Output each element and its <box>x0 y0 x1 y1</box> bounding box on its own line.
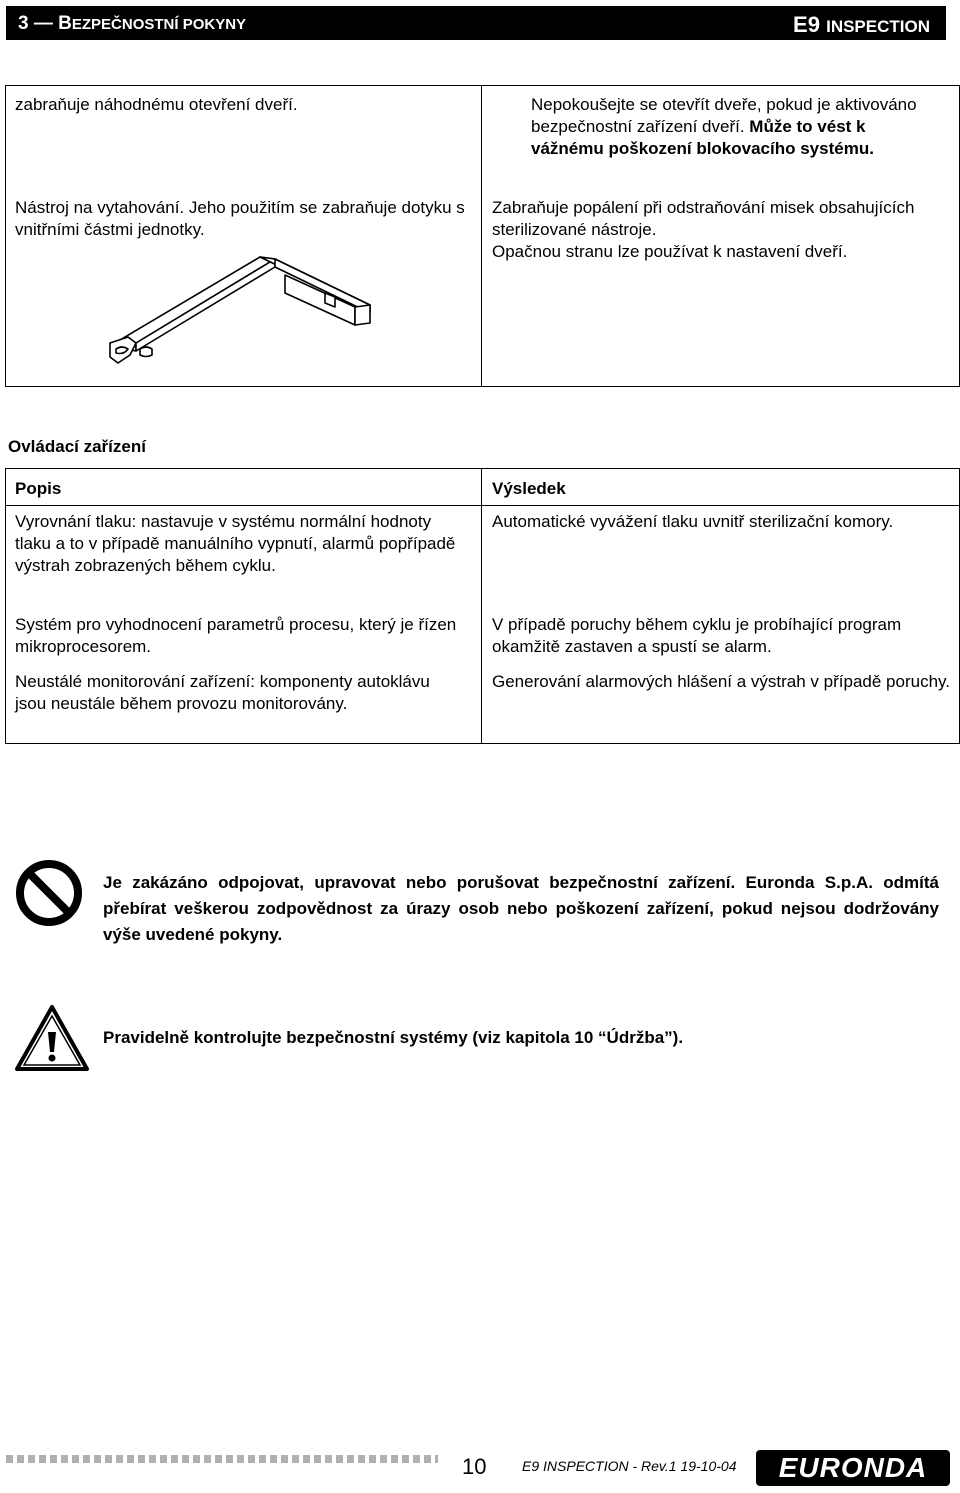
column-header-popis: Popis <box>15 479 62 498</box>
extraction-tool-illustration <box>100 245 390 375</box>
chapter-name: EZPEČNOSTNÍ POKYNY <box>71 16 247 33</box>
logo-text: EURONDA <box>778 1452 928 1483</box>
document-reference: E9 INSPECTION - Rev.1 19-10-04 <box>522 1458 737 1474</box>
page-number: 10 <box>462 1454 487 1479</box>
page-header <box>6 6 946 40</box>
chapter-title <box>18 13 246 35</box>
table-row-3-popis: Neustálé monitorování zařízení: komponenty autoklávu jsou neustále během provozu monitorovány. <box>15 672 430 713</box>
table-row-2-popis: Systém pro vyhodnocení parametrů procesu, který je řízen mikroprocesorem. <box>15 615 457 656</box>
footer-dotted-rule <box>6 1455 438 1463</box>
table-row-1-vysledek: Automatické vyvážení tlaku uvnitř sterilizační komory. <box>492 512 894 531</box>
door-lock-warning-bold: Může to vést k vážnému poškození blokovacího systému. <box>531 117 874 158</box>
table-divider <box>481 85 482 386</box>
table-row-3-vysledek: Generování alarmových hlášení a výstrah v případě poruchy. <box>492 672 950 691</box>
column-header-vysledek: Výsledek <box>492 479 566 498</box>
door-lock-description: zabraňuje náhodnému otevření dveří. <box>15 95 298 114</box>
extraction-tool-benefit: Zabraňuje popálení při odstraňování misek obsahujících sterilizované nástroje. <box>492 198 915 239</box>
extraction-tool-door-note: Opačnou stranu lze používat k nastavení dveří. <box>492 242 848 261</box>
chapter-number: 3 — B <box>18 13 72 34</box>
prohibition-warning: Je zakázáno odpojovat, upravovat nebo porušovat bezpečnostní zařízení. Euronda S.p.A. odmítá přebírat veškerou zodpovědnost za úrazy osob nebo poškození zařízení, pokud nejsou dodržovány výše uvedené pokyny. <box>103 873 939 944</box>
extraction-tool-description: Nástroj na vytahování. Jeho použitím se zabraňuje dotyku s vnitřními částmi jednotky. <box>15 198 465 239</box>
controls-table-divider <box>481 468 482 743</box>
table-row-1-popis: Vyrovnání tlaku: nastavuje v systému normální hodnoty tlaku a to v případě manuálního vypnutí, alarmů popřípadě výstrah zobrazených během cyklu. <box>15 512 456 575</box>
controls-header-rule <box>5 505 960 506</box>
controls-title: Ovládací zařízení <box>8 437 146 456</box>
warning-triangle-icon <box>14 1004 90 1072</box>
door-lock-warning <box>531 94 941 160</box>
prohibition-icon <box>14 858 84 928</box>
door-lock-warning-text: Nepokoušejte se otevřít dveře, pokud je aktivováno bezpečnostní zařízení dveří. <box>531 95 917 136</box>
product-name: INSPECTION <box>826 17 930 36</box>
product-title <box>793 12 930 38</box>
product-model: E9 <box>793 12 820 37</box>
euronda-logo <box>756 1450 950 1486</box>
table-row-2-vysledek: V případě poruchy během cyklu je probíhající program okamžitě zastaven a spustí se alarm. <box>492 615 902 656</box>
caution-warning: Pravidelně kontrolujte bezpečnostní systémy (viz kapitola 10 “Údržba”). <box>103 1028 684 1047</box>
